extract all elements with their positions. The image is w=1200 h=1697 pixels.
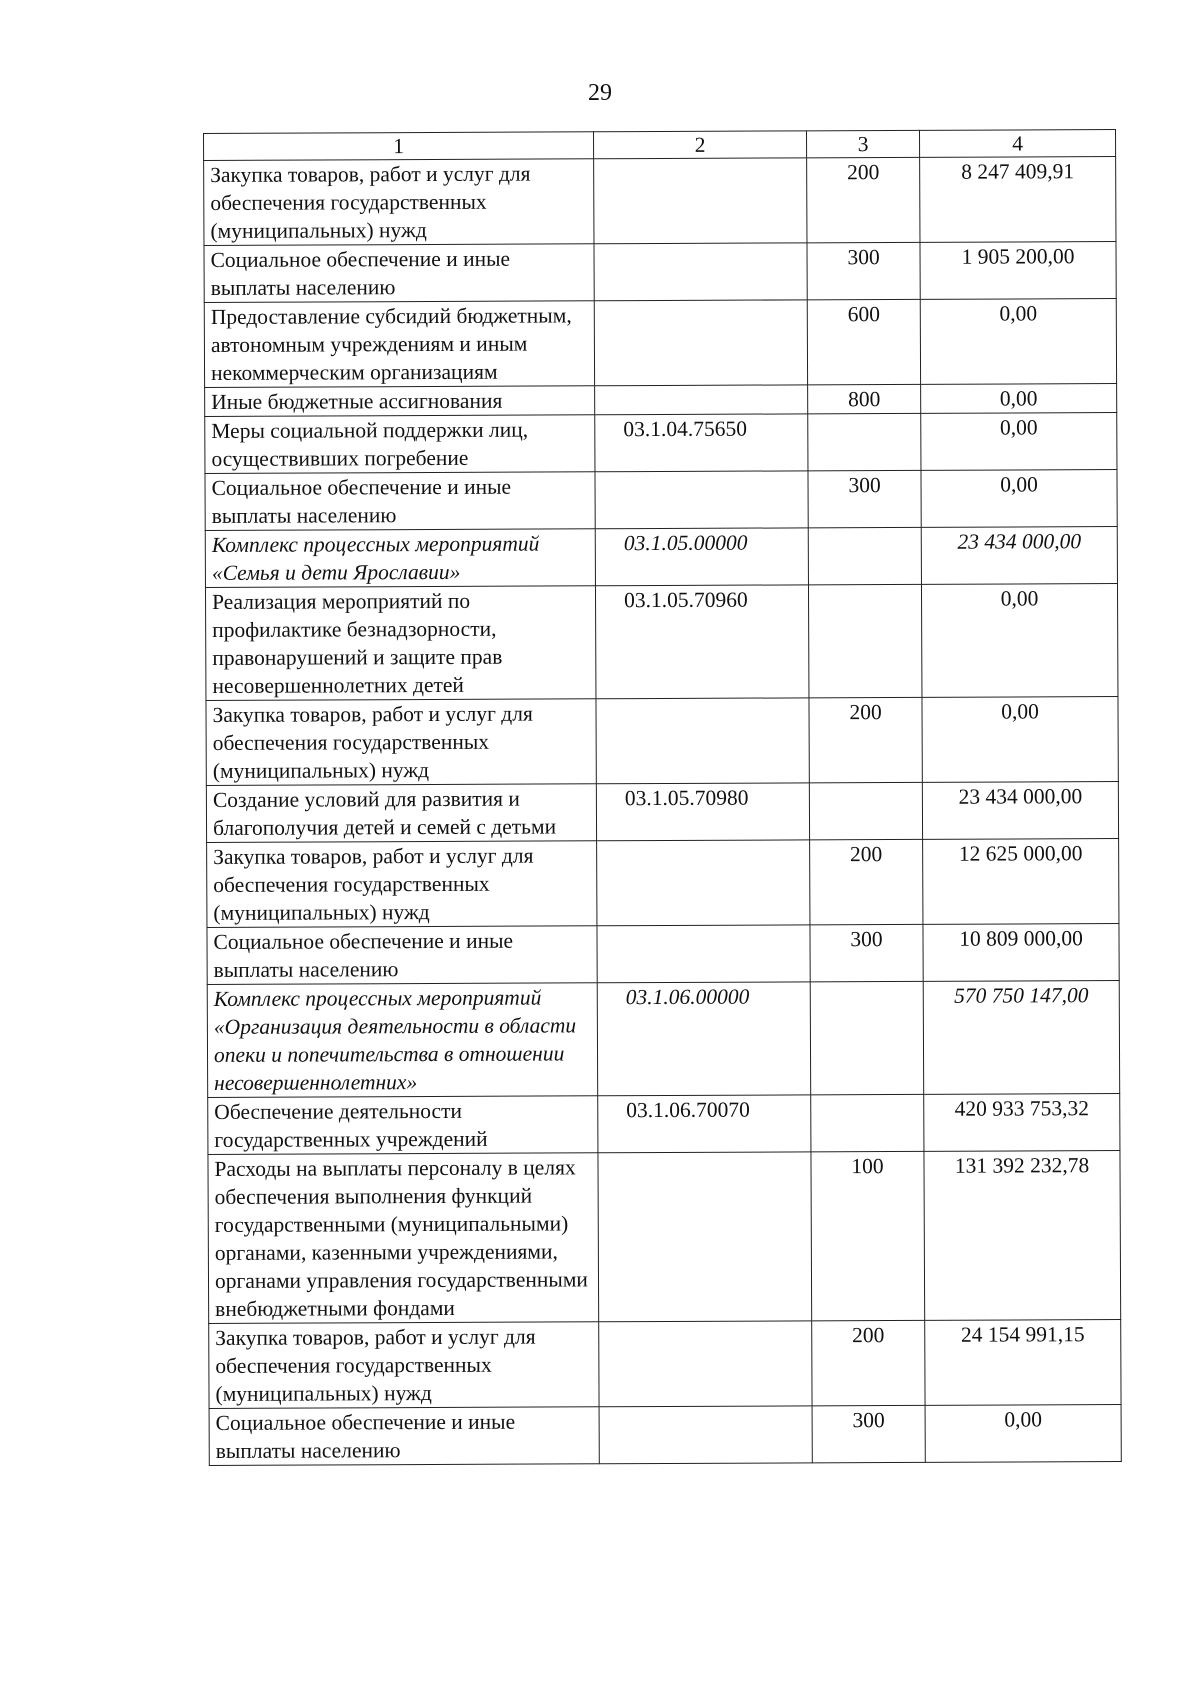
row-type-cell: 300	[810, 924, 923, 981]
row-amount-cell: 23 434 000,00	[922, 782, 1118, 840]
page-number: 29	[588, 80, 612, 106]
table-row	[204, 157, 1116, 246]
row-code-cell	[594, 158, 807, 244]
table-row	[205, 413, 1117, 474]
row-amount-cell: 420 933 753,32	[924, 1094, 1120, 1152]
row-type-cell: 300	[812, 1405, 925, 1462]
table-row	[208, 1094, 1120, 1155]
table-row	[208, 1151, 1121, 1324]
row-code-cell	[599, 1406, 812, 1464]
table-row	[205, 384, 1117, 417]
row-code-cell: 03.1.05.00000	[595, 528, 808, 586]
table-row	[205, 584, 1117, 701]
budget-table	[203, 129, 1122, 1466]
row-name-cell: Расходы на выплаты персоналу в целях обеспечения выполнения функций государственными (муниципальными) органами, казенными учреждениями, органами управления государственными внебюджетными фондами	[208, 1153, 599, 1324]
row-code-cell: 03.1.05.70960	[595, 585, 808, 699]
row-amount-cell: 24 154 991,15	[925, 1320, 1121, 1406]
row-name-cell: Социальное обеспечение и иные выплаты населению	[207, 926, 597, 985]
row-name-cell: Предоставление субсидий бюджетным, автономным учреждениям и иным некоммерческим организациям	[204, 301, 594, 388]
row-code-cell: 03.1.04.75650	[595, 414, 808, 472]
row-amount-cell: 570 750 147,00	[923, 981, 1119, 1095]
row-amount-cell: 1 905 200,00	[920, 242, 1116, 300]
table-row	[205, 527, 1117, 588]
row-code-cell: 03.1.05.70980	[596, 783, 809, 841]
row-type-cell: 200	[810, 839, 923, 924]
row-name-cell: Комплекс процессных мероприятий «Организация деятельности в области опеки и попечительства в отношении несовершеннолетних»	[207, 983, 597, 1098]
row-code-cell: 03.1.06.00000	[597, 982, 810, 1096]
row-name-cell: Обеспечение деятельности государственных учреждений	[208, 1096, 598, 1155]
table-header-row	[204, 130, 1116, 161]
row-type-cell	[811, 1094, 924, 1151]
row-type-cell	[808, 584, 921, 697]
row-code-cell	[599, 1321, 812, 1407]
row-name-cell: Меры социальной поддержки лиц, осуществивших погребение	[205, 415, 595, 474]
row-type-cell: 200	[812, 1320, 925, 1405]
row-type-cell	[808, 527, 921, 584]
row-name-cell: Социальное обеспечение и иные выплаты населению	[205, 472, 595, 531]
row-code-cell: 03.1.06.70070	[598, 1095, 811, 1153]
row-code-cell	[594, 300, 807, 386]
row-name-cell: Создание условий для развития и благополучия детей и семей с детьми	[206, 784, 596, 843]
row-amount-cell: 0,00	[921, 384, 1117, 414]
row-amount-cell: 131 392 232,78	[924, 1151, 1121, 1321]
table-row	[204, 242, 1116, 303]
row-code-cell	[598, 1152, 812, 1322]
row-amount-cell: 8 247 409,91	[920, 157, 1116, 243]
row-name-cell: Социальное обеспечение и иные выплаты населению	[209, 1407, 599, 1466]
row-name-cell: Закупка товаров, работ и услуг для обеспечения государственных (муниципальных) нужд	[209, 1322, 599, 1409]
row-code-cell	[597, 840, 810, 926]
row-amount-cell: 10 809 000,00	[923, 924, 1119, 982]
row-name-cell: Закупка товаров, работ и услуг для обеспечения государственных (муниципальных) нужд	[206, 699, 596, 786]
table-row	[204, 299, 1116, 388]
row-amount-cell: 12 625 000,00	[923, 839, 1119, 925]
table-row	[207, 924, 1119, 985]
table-row	[206, 697, 1118, 786]
row-amount-cell: 0,00	[925, 1405, 1121, 1463]
table-row	[207, 839, 1119, 928]
row-amount-cell: 23 434 000,00	[921, 527, 1117, 585]
row-name-cell: Закупка товаров, работ и услуг для обеспечения государственных (муниципальных) нужд	[207, 841, 597, 928]
row-code-cell	[597, 925, 810, 983]
row-type-cell	[809, 782, 922, 839]
row-name-cell: Реализация мероприятий по профилактике безнадзорности, правонарушений и защите прав несовершеннолетних детей	[205, 586, 595, 701]
column-header-3: 3	[806, 130, 919, 157]
row-type-cell: 600	[807, 299, 920, 384]
row-name-cell: Комплекс процессных мероприятий «Семья и дети Ярославии»	[205, 529, 595, 588]
row-code-cell	[595, 471, 808, 529]
table-body	[204, 157, 1122, 1466]
row-type-cell: 300	[808, 470, 921, 527]
row-amount-cell: 0,00	[921, 413, 1117, 471]
column-header-1: 1	[204, 132, 594, 161]
row-type-cell: 800	[808, 384, 921, 413]
row-type-cell: 200	[809, 697, 922, 782]
table-row	[206, 782, 1118, 843]
row-amount-cell: 0,00	[921, 470, 1117, 528]
table-row	[209, 1320, 1121, 1409]
row-code-cell	[594, 243, 807, 301]
row-type-cell	[808, 413, 921, 470]
row-name-cell: Иные бюджетные ассигнования	[205, 386, 595, 417]
row-name-cell: Закупка товаров, работ и услуг для обеспечения государственных (муниципальных) нужд	[204, 159, 594, 246]
table-row	[207, 981, 1119, 1098]
table-row	[209, 1405, 1121, 1466]
row-code-cell	[595, 385, 808, 415]
row-type-cell: 300	[807, 242, 920, 299]
row-amount-cell: 0,00	[922, 697, 1118, 783]
column-header-4: 4	[919, 130, 1115, 158]
row-type-cell	[810, 981, 923, 1094]
row-type-cell: 100	[811, 1151, 925, 1320]
column-header-2: 2	[593, 131, 806, 159]
row-type-cell: 200	[807, 157, 920, 242]
row-amount-cell: 0,00	[921, 584, 1117, 698]
row-code-cell	[596, 698, 809, 784]
table-row	[205, 470, 1117, 531]
row-name-cell: Социальное обеспечение и иные выплаты населению	[204, 244, 594, 303]
row-amount-cell: 0,00	[920, 299, 1116, 385]
